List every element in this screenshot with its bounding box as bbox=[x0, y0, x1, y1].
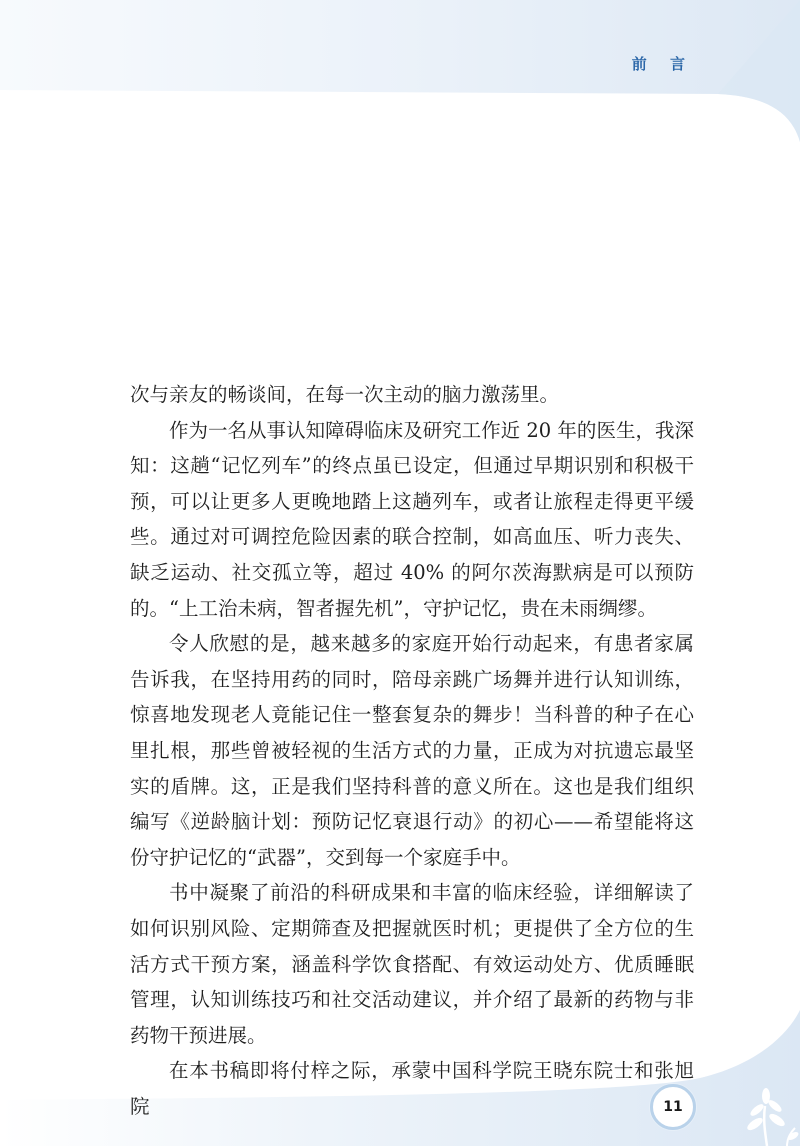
section-title: 前 言 bbox=[631, 55, 694, 73]
paragraph: 在本书稿即将付梓之际，承蒙中国科学院王晓东院士和张旭院 bbox=[130, 1059, 694, 1118]
body-text bbox=[130, 377, 694, 1124]
leaf-sprig-icon bbox=[735, 1072, 800, 1146]
page-number-badge bbox=[650, 1084, 696, 1130]
paragraph: 次与亲友的畅谈间，在每一次主动的脑力激荡里。 bbox=[130, 383, 560, 406]
page-number: 11 bbox=[663, 1099, 683, 1115]
paragraph: 书中凝聚了前沿的科研成果和丰富的临床经验，详细解读了如何识别风险、定期筛查及把握就医时机；更提供了全方位的生活方式干预方案，涵盖科学饮食搭配、有效运动处方、优质睡眠管理，认知训练技巧和社交活动建议，并介绍了最新的药物与非药物干预进展。 bbox=[130, 881, 694, 1047]
paragraph: 作为一名从事认知障碍临床及研究工作近 20 年的医生，我深知：这趟“记忆列车”的终点虽已设定，但通过早期识别和积极干预，可以让更多人更晚地踏上这趟列车，或者让旅程走得更平缓些。通过对可调控危险因素的联合控制，如高血压、听力丧失、缺乏运动、社交孤立等，超过 40% 的阿尔茨海默病是可以预防的。“上工治未病，智者握先机”，守护记忆，贵在未雨绸缪。 bbox=[130, 418, 694, 620]
paragraph: 令人欣慰的是，越来越多的家庭开始行动起来，有患者家属告诉我，在坚持用药的同时，陪母亲跳广场舞并进行认知训练，惊喜地发现老人竟能记住一整套复杂的舞步！当科普的种子在心里扎根，那些曾被轻视的生活方式的力量，正成为对抗遗忘最坚实的盾牌。这，正是我们坚持科普的意义所在。这也是我们组织编写《逆龄脑计划：预防记忆衰退行动》的初心——希望能将这份守护记忆的“武器”，交到每一个家庭手中。 bbox=[130, 632, 694, 869]
